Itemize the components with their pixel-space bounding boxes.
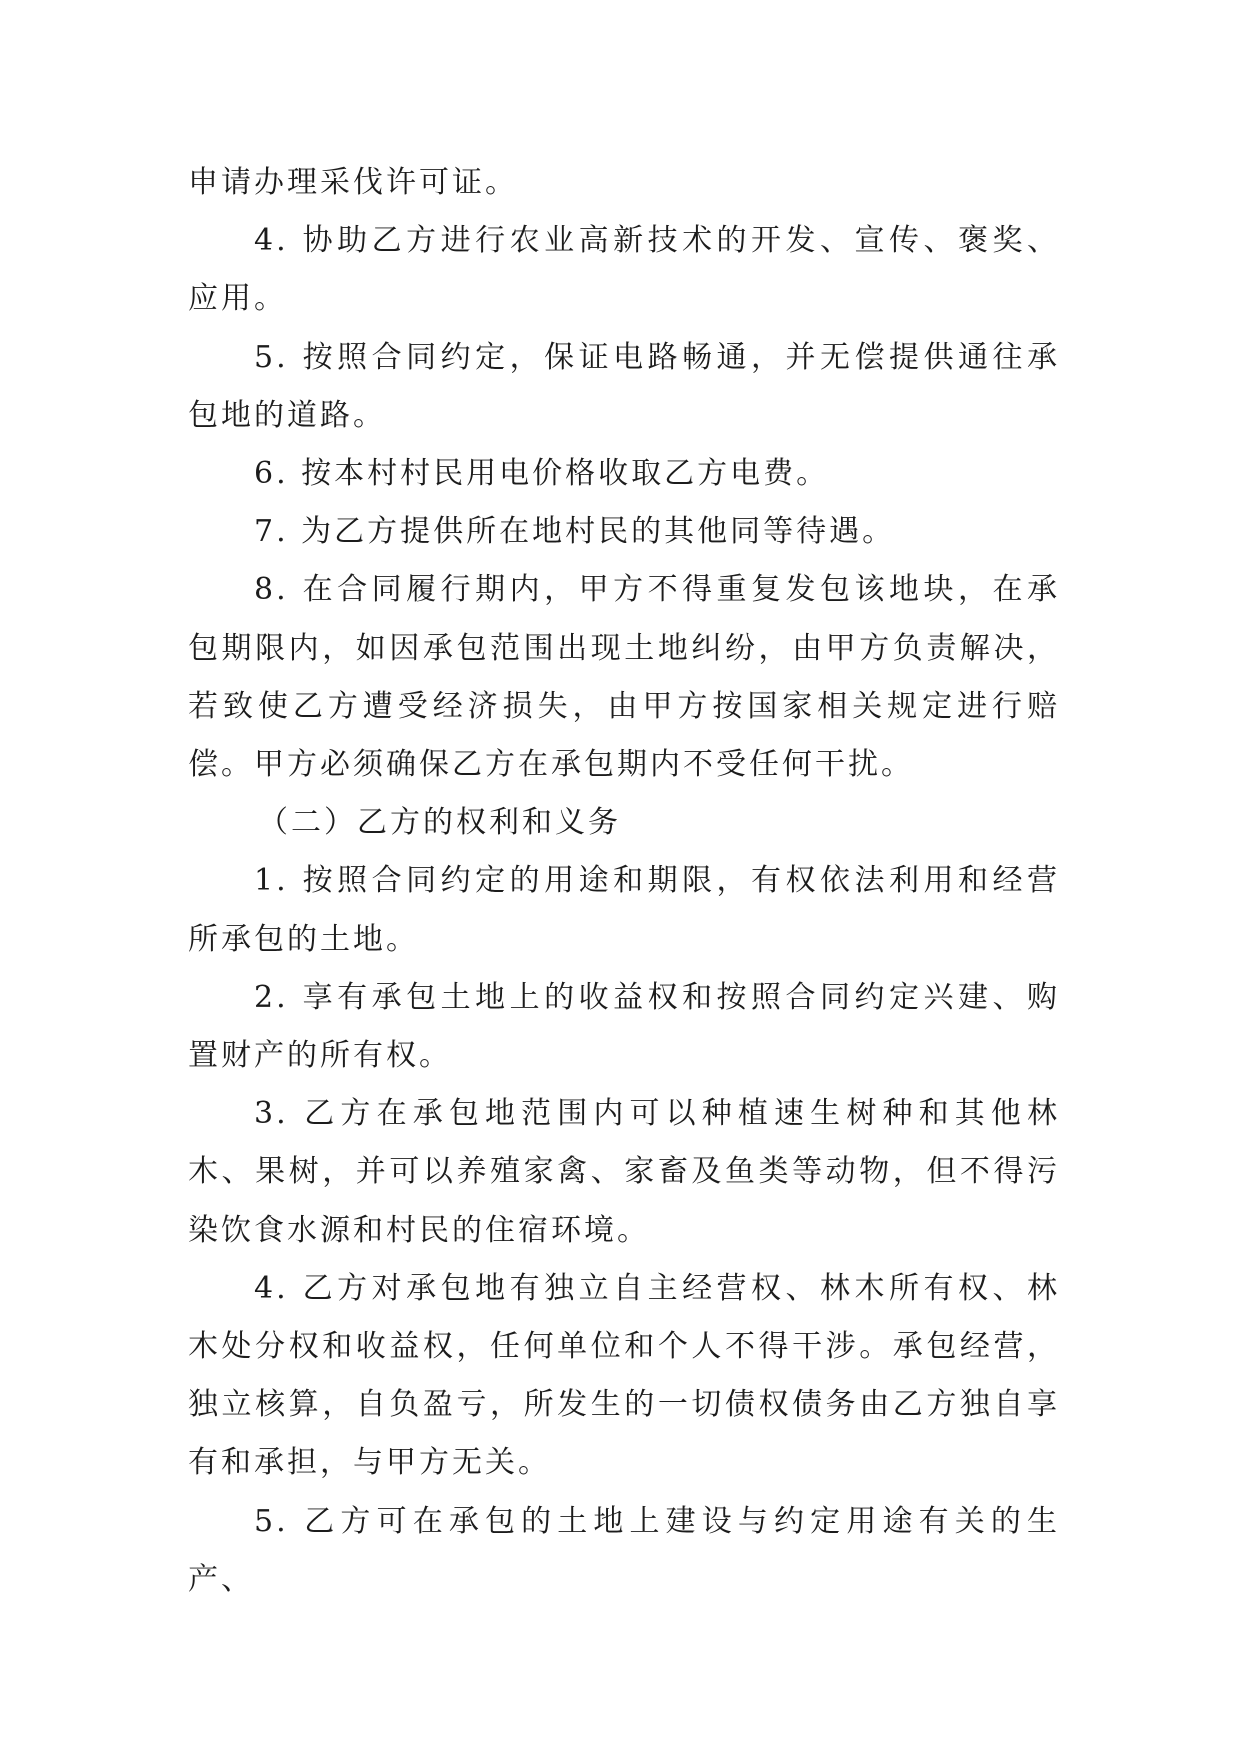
paragraph-party-b-item-1: 1. 按照合同约定的用途和期限，有权依法利用和经营所承包的土地。: [188, 863, 1060, 957]
document-body: [188, 154, 1060, 1609]
paragraph-party-b-item-5: 5. 乙方可在承包的土地上建设与约定用途有关的生产、: [188, 1503, 1060, 1597]
paragraph-party-a-item-8: 8. 在合同履行期内，甲方不得重复发包该地块，在承包期限内，如因承包范围出现土地纠纷，由甲方负责解决，若致使乙方遭受经济损失，由甲方按国家相关规定进行赔偿。甲方必须确保乙方在承包期内不受任何干扰。: [188, 572, 1060, 783]
paragraph-party-a-item-4: 4. 协助乙方进行农业高新技术的开发、宣传、褒奖、应用。: [188, 223, 1060, 317]
paragraph-party-a-item-6: 6. 按本村村民用电价格收取乙方电费。: [254, 456, 830, 492]
section-heading-party-b: （二）乙方的权利和义务: [258, 805, 621, 841]
paragraph-party-b-item-2: 2. 享有承包土地上的收益权和按照合同约定兴建、购置财产的所有权。: [188, 979, 1060, 1074]
paragraph-party-b-item-4: 4. 乙方对承包地有独立自主经营权、林木所有权、林木处分权和收益权，任何单位和个人不得干涉。承包经营，独立核算，自负盈亏，所发生的一切债权债务由乙方独自享有和承担，与甲方无关。: [188, 1270, 1060, 1481]
paragraph-party-b-item-3: 3. 乙方在承包地范围内可以种植速生树种和其他林木、果树，并可以养殖家禽、家畜及鱼类等动物，但不得污染饮食水源和村民的住宿环境。: [188, 1096, 1060, 1248]
paragraph-continuation: 申请办理采伐许可证。: [188, 165, 518, 200]
paragraph-party-a-item-5: 5. 按照合同约定，保证电路畅通，并无偿提供通往承包地的道路。: [188, 339, 1060, 433]
paragraph-party-a-item-7: 7. 为乙方提供所在地村民的其他同等待遇。: [254, 514, 896, 550]
